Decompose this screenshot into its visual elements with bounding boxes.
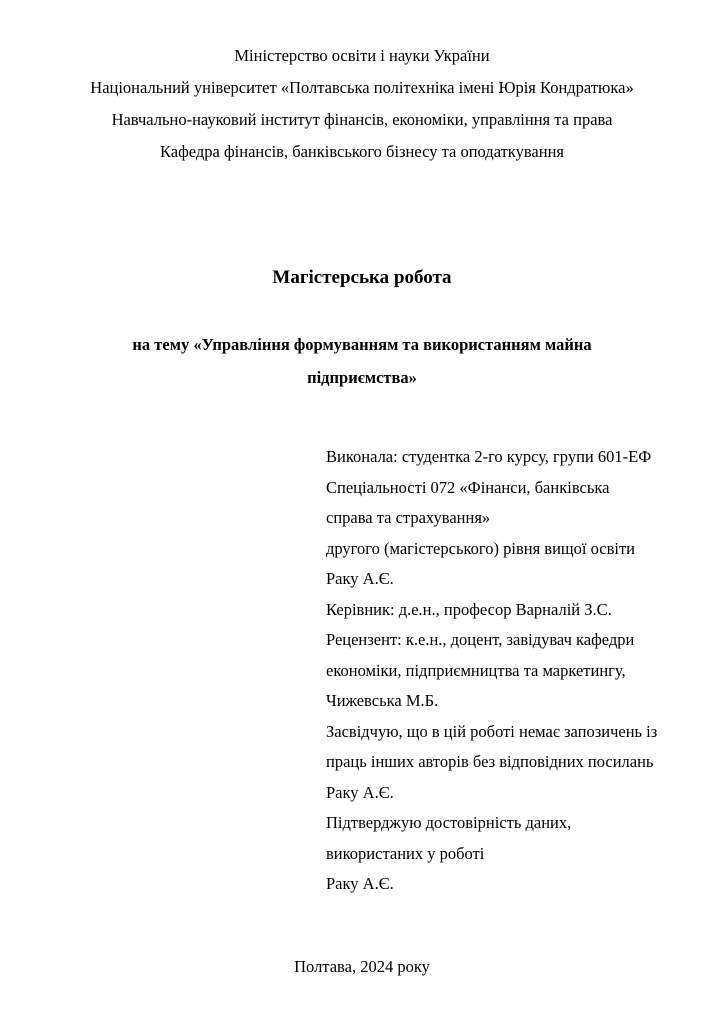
title-block: [0, 262, 724, 294]
supervisor-line: Керівник: д.е.н., професор Варналій З.С.: [326, 599, 612, 619]
degree-level-line: другого (магістерського) рівня вищої освіти: [326, 538, 635, 558]
reviewer-line: Рецензент: к.е.н., доцент, завідувач кафедри: [326, 630, 635, 649]
specialty-line-continued: справа та страхування»: [326, 508, 491, 527]
attribution-block: [326, 442, 684, 900]
topic-block: [0, 328, 724, 394]
reviewer-line-continued: економіки, підприємництва та маркетингу,: [326, 660, 626, 680]
author-line: Виконала: студентка 2-го курсу, групи 601-ЕФ: [326, 447, 652, 466]
declaration-line-continued: праць інших авторів без відповідних посилань: [326, 752, 654, 771]
specialty-line: Спеціальності 072 «Фінанси, банківська: [326, 477, 610, 497]
declaration-line: Засвідчую, що в цій роботі немає запозичень із: [326, 721, 658, 741]
institution-header: [0, 0, 724, 168]
footer-block: [0, 952, 724, 982]
confirmation-line: Підтверджую достовірність даних,: [326, 813, 572, 832]
author-signature-line: Раку А.Є.: [326, 874, 394, 893]
ministry-line: Міністерство освіти і науки України: [234, 46, 490, 65]
university-line: Національний університет «Полтавська політехніка імені Юрія Кондратюка»: [90, 78, 634, 97]
confirmation-line-continued: використаних у роботі: [326, 843, 485, 863]
author-name-line: Раку А.Є.: [326, 569, 394, 588]
reviewer-name-line: Чижевська М.Б.: [326, 691, 439, 710]
document-title: Магістерська робота: [272, 267, 452, 288]
topic-line: підприємства»: [307, 368, 417, 387]
institute-line: Навчально-науковий інститут фінансів, економіки, управління та права: [111, 110, 613, 129]
topic-line: на тему «Управління формуванням та використанням майна: [132, 335, 592, 354]
author-signature-line: Раку А.Є.: [326, 782, 394, 802]
department-line: Кафедра фінансів, банківського бізнесу та оподаткування: [159, 142, 564, 161]
city-year-line: Полтава, 2024 року: [294, 956, 430, 976]
